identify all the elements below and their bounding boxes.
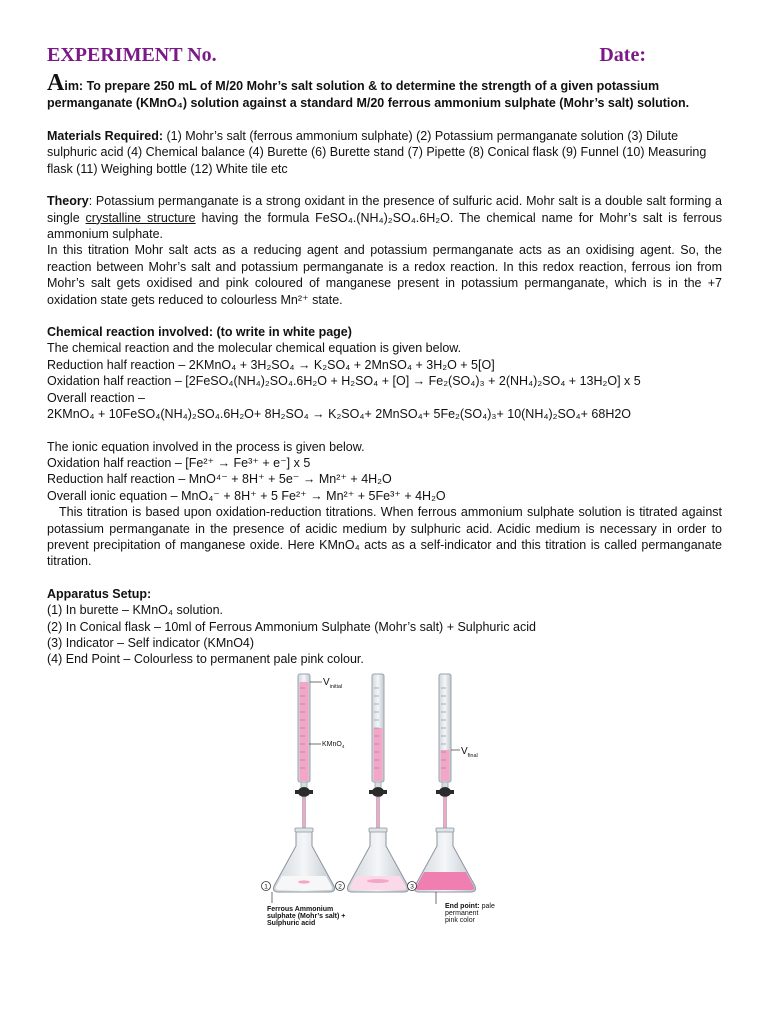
conical-flask-2 <box>348 828 409 892</box>
apparatus-item: (2) In Conical flask – 10ml of Ferrous Ammonium Sulphate (Mohr’s salt) + Sulphuric acid <box>47 619 536 634</box>
apparatus-heading: Apparatus Setup: <box>47 586 152 601</box>
reaction-line: Overall reaction – <box>47 390 145 405</box>
apparatus-item: (1) In burette – KMnO₄ solution. <box>47 603 224 618</box>
reaction-line: Reduction half reaction – 2KMnO₄ + 3H₂SO₄ → K₂SO₄ + 2MnSO₄ + 3H₂O + 5[O] <box>47 357 495 372</box>
flask-1-caption-line-1: Ferrous Ammonium <box>267 906 334 913</box>
ionic-line: Reduction half reaction – MnO⁴⁻ + 8H⁺ + 5e⁻ → Mn²⁺ + 4H₂O <box>47 472 392 487</box>
header <box>47 44 721 72</box>
end-point-caption-line-3: pink color <box>445 917 475 924</box>
theory-text-a: : Potassium permanganate is a strong oxidant in the presence of sulfuric acid. Mohr salt is a double salt forming a single <box>47 194 722 225</box>
v-initial-label: $V_{initial}$ <box>323 677 343 690</box>
reaction-line: Oxidation half reaction – [2FeSO₄(NH₄)₂SO₄.6H₂O + H₂SO₄ + [O] → Fe₂(SO₄)₃ + 2(NH₄)₂SO₄ + 13H₂O] x 5 <box>47 374 641 389</box>
apparatus-item: (4) End Point – Colourless to permanent pale pink colour. <box>47 652 364 667</box>
step-number-3 <box>408 882 417 891</box>
conical-flask-3 <box>415 828 476 892</box>
svg-text:2: 2 <box>338 883 342 891</box>
svg-text:1: 1 <box>264 883 268 891</box>
flask-1-caption-line-3: Sulphuric acid <box>267 920 316 927</box>
ionic-line: Overall ionic equation – MnO₄⁻ + 8H⁺ + 5 Fe²⁺ → Mn²⁺ + 5Fe³⁺ + 4H₂O <box>47 488 446 503</box>
flask-1-caption-line-2: sulphate (Mohr’s salt) + <box>267 913 346 920</box>
step-number-2 <box>336 882 345 891</box>
theory-text-b: having the formula FeSO₄.(NH₄)₂SO₄.6H₂O. The chemical name for Mohr’s salt is ferrous ammonium sulphate. <box>47 210 722 242</box>
aim-drop-letter: A <box>47 70 65 96</box>
reaction-line: 2KMnO₄ + 10FeSO₄(NH₄)₂SO₄.6H₂O+ 8H₂SO₄ → K₂SO₄+ 2MnSO₄+ 5Fe₂(SO₄)₃+ 10(NH₄)₂SO₄+ 68H2O <box>47 407 632 422</box>
theory-paragraph-2: In this titration Mohr salt acts as a reducing agent and potassium permanganate acts as an oxidising agent. So, the reaction between Mohr’s salt and potassium permanganate is a redox reaction. In this redox reaction, ferrous ion from Mohr’s salt gets oxidised and pink coloured of manganese present in potassium permanganate, which is in the +7 oxidation state gets reduced to colourless Mn²⁺ state. <box>47 243 722 307</box>
svg-text:3: 3 <box>410 883 414 891</box>
aim-paragraph <box>47 70 722 112</box>
materials-heading: Materials Required: <box>47 129 164 143</box>
end-point-caption: End point: pale <box>445 903 495 910</box>
materials-paragraph <box>47 128 722 177</box>
kmno4-label: KMnO$_4$ <box>322 741 345 749</box>
theory-paragraph-1 <box>47 193 722 242</box>
burette-2 <box>369 674 387 831</box>
v-final-label: $V_{final}$ <box>461 746 478 759</box>
ionic-line: Oxidation half reaction – [Fe²⁺ → Fe³⁺ + e⁻] x 5 <box>47 455 311 470</box>
aim-text: im: To prepare 250 mL of M/20 Mohr’s salt solution & to determine the strength of a given potassium permanganate (KMnO₄) solution against a standard M/20 ferrous ammonium sulphate (Mohr’s salt) solution. <box>47 79 690 110</box>
ionic-line: The ionic equation involved in the process is given below. <box>47 439 365 454</box>
materials-text: (1) Mohr’s salt (ferrous ammonium sulphate) (2) Potassium permanganate solution (3) Dilute sulphuric acid (4) Chemical balance (4) Burette (6) Burette stand (7) Pipette (8) Conical flask (9) Funnel (10) Measuring flask (11) Weighing bottle (12) White tile etc <box>47 129 707 176</box>
theory-heading: Theory <box>47 194 89 209</box>
apparatus-item: (3) Indicator – Self indicator (KMnO4) <box>47 635 255 650</box>
end-point-caption-line-2: permanent <box>445 910 479 917</box>
burette-3 <box>436 674 454 831</box>
titration-illustration <box>258 668 514 936</box>
titration-figure <box>258 668 514 936</box>
conical-flask-1 <box>274 828 335 892</box>
date-label: Date: <box>599 44 646 66</box>
step-number-1 <box>262 882 271 891</box>
document-body <box>47 70 722 668</box>
reaction-heading: Chemical reaction involved: (to write in white page) <box>47 325 352 340</box>
burette-1 <box>295 674 313 831</box>
reaction-line: The chemical reaction and the molecular chemical equation is given below. <box>47 341 462 356</box>
experiment-title: EXPERIMENT No. <box>47 44 217 66</box>
titration-paragraph: This titration is based upon oxidation-reduction titrations. When ferrous ammonium sulphate solution is titrated against potassium permanganate in the presence of acidic medium by sulphuric acid. Acidic medium is necessary in order to prevent precipitation of manganese oxide. Here KMnO₄ acts as a self-indicator and this titration is called permanganate titration. <box>47 505 722 569</box>
crystalline-structure-link[interactable]: crystalline structure <box>85 210 196 225</box>
